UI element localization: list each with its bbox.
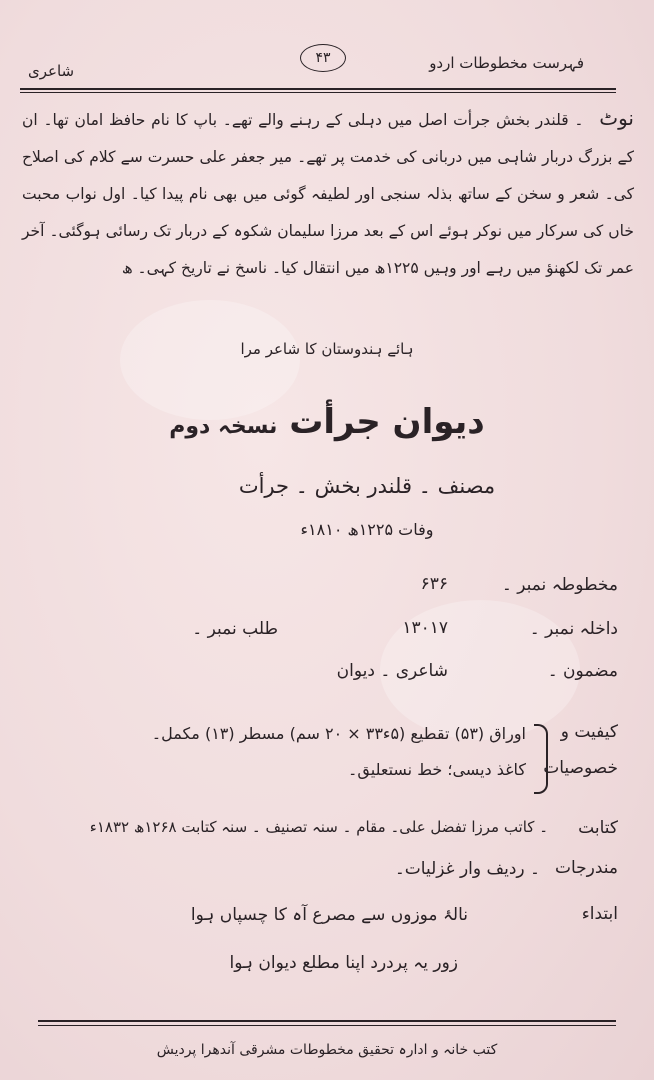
scribe-value: ۔ کاتب مرزا تفضل علی۔ مقام ۔ سنہ تصنیف ۔ سنہ کتابت ۱۲۶۸ھ ۱۸۳۲ء	[89, 818, 548, 836]
death-line: وفات ۱۲۲۵ھ ۱۸۱۰ء	[300, 520, 434, 539]
entry-number-row	[18, 618, 618, 648]
header-rule	[20, 88, 616, 90]
contents-row	[18, 858, 618, 888]
manuscript-number-label: مخطوطہ نمبر ۔	[501, 575, 618, 595]
page-number: ۴۳	[300, 44, 346, 72]
contents-value: ۔ ردیف وار غزلیات۔	[394, 859, 540, 879]
manuscript-number-row	[18, 574, 618, 604]
author-line: مصنف ۔ قلندر بخش ۔ جرأت	[238, 474, 496, 498]
condition-label-2: خصوصیات	[543, 758, 618, 778]
condition-line-2: کاغذ دیسی؛ خط نستعلیق۔	[348, 760, 526, 779]
condition-line-1: اوراق (۵۳) تقطیع (۵ء۳۳ × ۲۰ سم) مسطر (۱۳) مکمل۔	[151, 724, 526, 743]
manuscript-title	[0, 402, 654, 442]
subject-label: مضمون ۔	[547, 661, 618, 681]
footer-rule-thin	[38, 1025, 616, 1026]
scribe-row	[18, 818, 618, 848]
tagline: ہائے ہندوستان کا شاعر مرا	[240, 340, 414, 358]
opening-row-2	[18, 952, 618, 982]
condition-label-1: کیفیت و	[560, 722, 618, 742]
footer-rule	[38, 1020, 616, 1022]
opening-verse-1: نالۂ موزوں سے مصرع آہ کا چسپاں ہوا	[190, 905, 468, 925]
catalog-title: فہرست مخطوطات اردو	[429, 54, 584, 72]
title-copy: نسخہ دوم	[169, 414, 278, 439]
opening-verse-2: زور یہ پردرد اپنا مطلع دیوان ہوا	[229, 953, 458, 973]
call-number-label: طلب نمبر ۔	[192, 619, 278, 639]
note-text: ۔ قلندر بخش جرأت اصل میں دہلی کے رہنے والے تھے۔ باپ کا نام حافظ امان تھا۔ ان کے بزرگ دربار شاہی میں دربانی کی خدمت پر تھے۔ میر جعفر علی حسرت سے کلام کی اصلاح کی۔ شعر و سخن کے ساتھ بذلہ سنجی اور لطیفہ گوئی میں بھی نام پیدا کیا۔ اول نواب محبت خاں کی سرکار میں نوکر ہوئے اس کے بعد مرزا سلیمان شکوہ کے دربار تک رسائی ہوگئی۔ آخر عمر تک لکھنؤ میں رہے اور وہیں ۱۲۲۵ھ میں انتقال کیا۔ ناسخ نے تاریخ کہی۔ ھ	[22, 111, 634, 277]
note-label: نوٹ	[599, 106, 634, 130]
subject-row	[18, 660, 618, 690]
opening-row	[18, 904, 618, 934]
biographical-note	[22, 100, 634, 287]
header-rule-thin	[20, 92, 616, 93]
title-main: دیوان جرأت	[289, 402, 485, 442]
brace	[534, 724, 548, 794]
manuscript-number-value: ۶۳۶	[420, 574, 448, 594]
entry-number-label: داخلہ نمبر ۔	[529, 619, 618, 639]
subject-value: شاعری ۔ دیوان	[336, 661, 448, 681]
opening-label: ابتداء	[581, 904, 618, 924]
footer-institution: کتب خانہ و ادارہ تحقیق مخطوطات مشرقی آندھرا پردیش	[156, 1042, 498, 1058]
contents-label: مندرجات	[554, 858, 618, 878]
entry-number-value: ۱۳۰۱۷	[402, 618, 448, 638]
scribe-label: کتابت	[578, 818, 618, 838]
section-name: شاعری	[28, 62, 75, 80]
